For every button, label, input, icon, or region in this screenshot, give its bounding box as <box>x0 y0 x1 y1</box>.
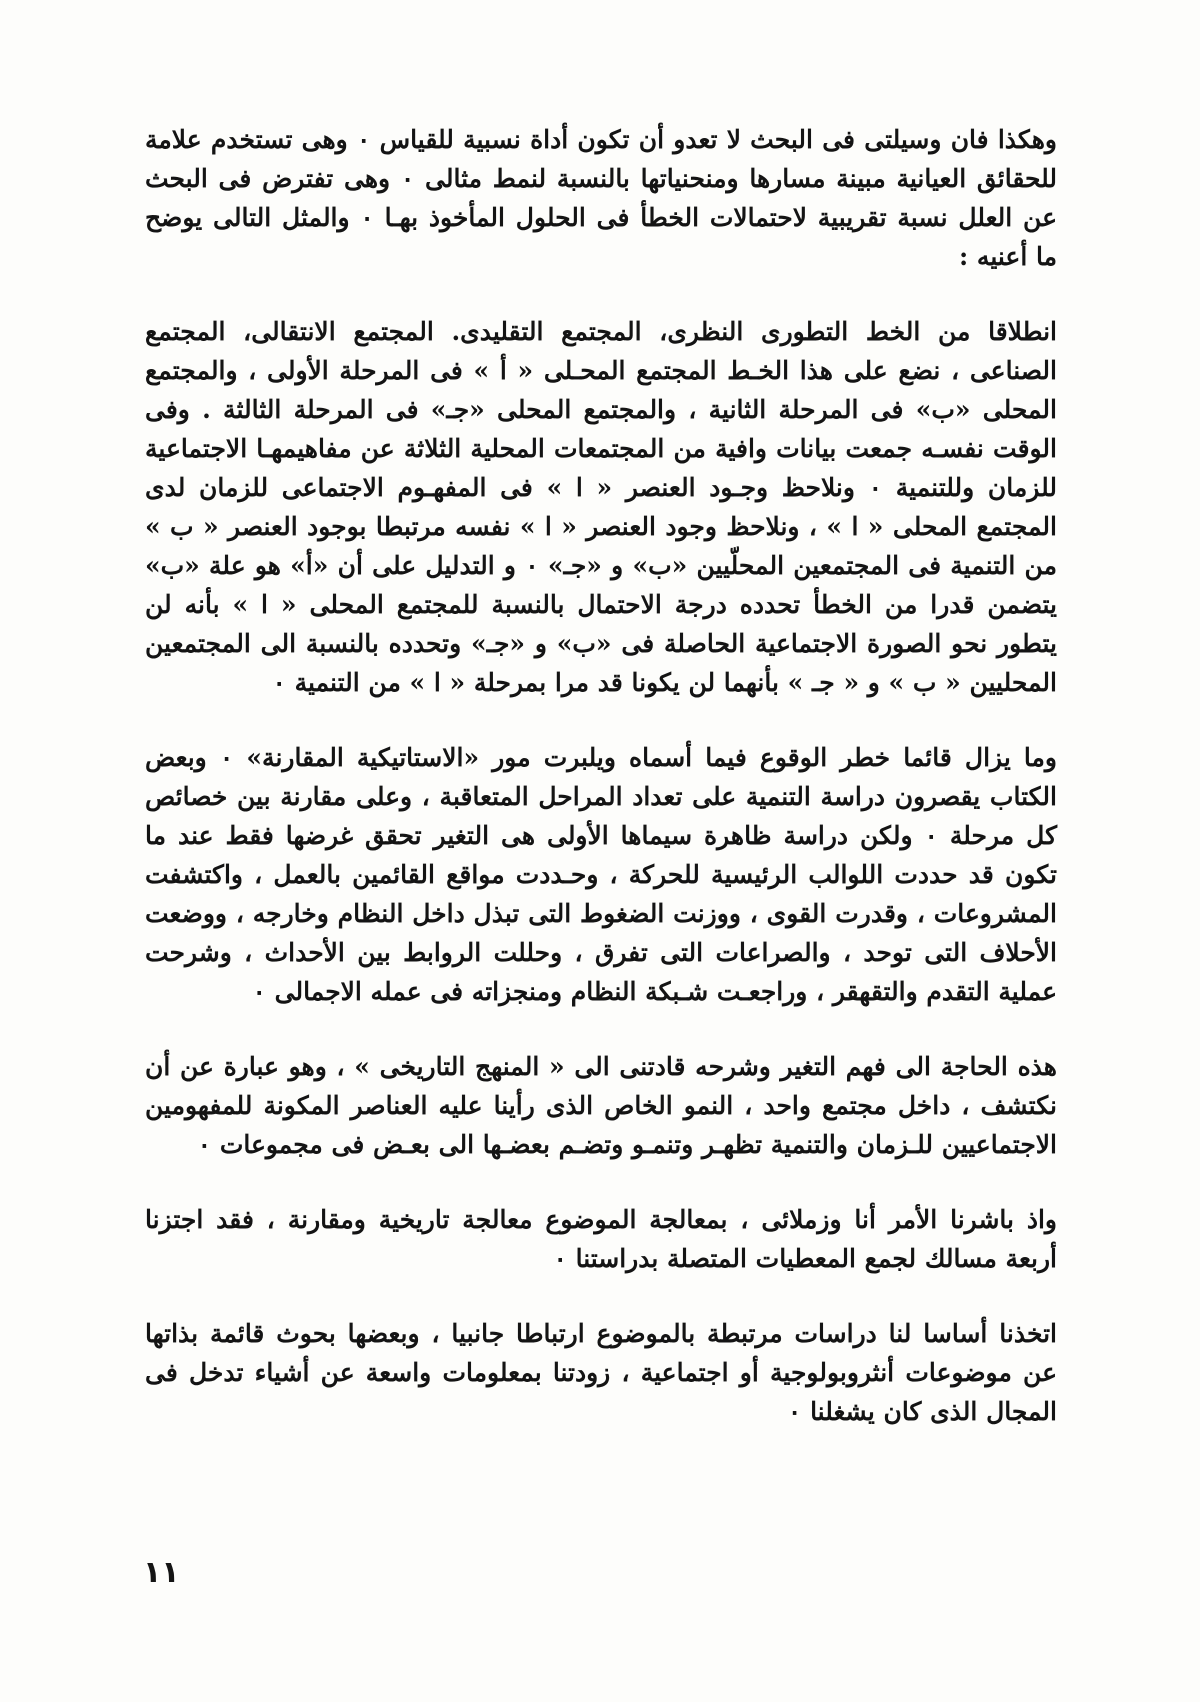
paragraph-2: انطلاقا من الخط التطورى النظرى، المجتمع التقليدى. المجتمع الانتقالى، المجتمع الصناعى ، نضع على هذا الخـط المجتمع المحـلى « أ » فى المرحلة الأولى ، والمجتمع المحلى «ب» فى المرحلة الثانية ، والمجتمع المحلى «جـ» فى المرحلة الثالثة . وفى الوقت نفسـه جمعت بيانات وافية من المجتمعات المحلية الثلاثة عن مفاهيمهـا الاجتماعية للزمان وللتنمية ٠ ونلاحظ وجـود العنصر « ا » فى المفهـوم الاجتماعى للزمان لدى المجتمع المحلى « ا » ، ونلاحظ وجود العنصر « ا » نفسه مرتبطا بوجود العنصر « ب » من التنمية فى المجتمعين المحلّيين «ب» و «جـ» ٠ و التدليل على أن «أ» هو علة «ب» يتضمن قدرا من الخطأ تحدده درجة الاحتمال بالنسبة للمجتمع المحلى « ا » بأنه لن يتطور نحو الصورة الاجتماعية الحاصلة فى «ب» و «جـ» وتحدده بالنسبة الى المجتمعين المحليين « ب » و « جـ » بأنهما لن يكونا قد مرا بمرحلة « ا » من التنمية ٠ <box>145 317 1057 697</box>
paragraph-4: هذه الحاجة الى فهم التغير وشرحه قادتنى الى « المنهج التاريخى » ، وهو عبارة عن أن نكتشف ، داخل مجتمع واحد ، النمو الخاص الذى رأينا عليه العناصر المكونة للمفهومين الاجتماعيين للـزمان والتنمية تظهـر وتنمـو وتضـم بعضـها الى بعـض فى مجموعات ٠ <box>145 1052 1057 1159</box>
page-number: ١١ <box>143 1555 180 1590</box>
paragraph-3: وما يزال قائما خطر الوقوع فيما أسماه ويلبرت مور «الاستاتيكية المقارنة» ٠ وبعض الكتاب يقصرون دراسة التنمية على تعداد المراحل المتعاقبة ، وعلى مقارنة بين خصائص كل مرحلة ٠ ولكن دراسة ظاهرة سيماها الأولى هى التغير تحقق غرضها فقط عند ما تكون قد حددت اللوالب الرئيسية للحركة ، وحـددت مواقع القائمين بالعمل ، واكتشفت المشروعات ، وقدرت القوى ، ووزنت الضغوط التى تبذل داخل النظام وخارجه ، ووضعت الأحلاف التى توحد ، والصراعات التى تفرق ، وحللت الروابط بين الأحداث ، وشرحت عملية التقدم والتقهقر ، وراجعـت شـبكة النظام ومنجزاته فى عمله الاجمالى ٠ <box>145 743 1057 1006</box>
paragraph-1: وهكذا فان وسيلتى فى البحث لا تعدو أن تكون أداة نسبية للقياس ٠ وهى تستخدم علامة للحقائق العيانية مبينة مسارها ومنحنياتها بالنسبة لنمط مثالى ٠ وهى تفترض فى البحث عن العلل نسبة تقريبية لاحتمالات الخطأ فى الحلول المأخوذ بهـا ٠ والمثل التالى يوضح ما أعنيه : <box>145 125 1058 271</box>
paragraph-5: واذ باشرنا الأمر أنا وزملائى ، بمعالجة الموضوع معالجة تاريخية ومقارنة ، فقد اجتزنا أربعة مسالك لجمع المعطيات المتصلة بدراستنا ٠ <box>145 1205 1057 1273</box>
body-text <box>145 120 1057 1431</box>
paragraph-6: اتخذنا أساسا لنا دراسات مرتبطة بالموضوع ارتباطا جانبيا ، وبعضها بحوث قائمة بذاتها عن موضوعات أنثروبولوجية أو اجتماعية ، زودتنا بمعلومات واسعة عن أشياء تدخل فى المجال الذى كان يشغلنا ٠ <box>145 1319 1057 1426</box>
